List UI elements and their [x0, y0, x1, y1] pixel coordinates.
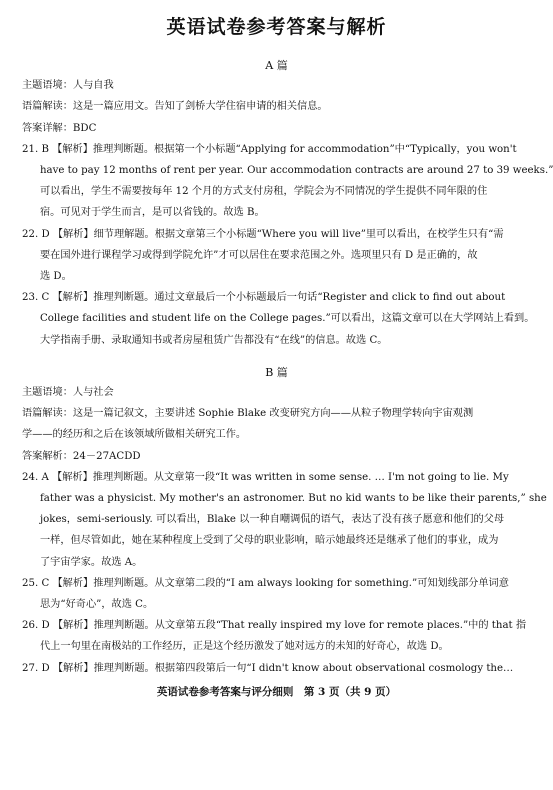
q21-line: 宿。可见对于学生而言，是可以省钱的。故选 B。	[40, 207, 265, 219]
section-b-answers: 答案解析：24－27ACDD	[22, 450, 141, 462]
section-a-heading: A 篇	[265, 59, 288, 72]
q22-line: 22. D 【解析】细节理解题。根据文章第三个小标题“Where you will live”里可以看出，在校学生只有“需	[22, 228, 504, 240]
q26-line: 26. D 【解析】推理判断题。从文章第五段“That really inspired my love for remote places.”中的 that 指	[22, 620, 527, 632]
q24-line: 一样，但尽管如此，她在某种程度上受到了父母的职业影响，暗示她最终还是继承了他们的事业，成为	[40, 535, 499, 547]
q21-line: have to pay 12 months of rent per year. Our accommodation contracts are around 27 to 39 weeks.”	[40, 165, 553, 176]
q25-line: 25. C 【解析】推理判断题。从文章第二段的“I am always looking for something.”可知划线部分单词意	[22, 577, 509, 589]
section-a-summary: 语篇解读：这是一篇应用文。告知了剑桥大学住宿申请的相关信息。	[22, 101, 328, 113]
q27-line: 27. D 【解析】推理判断题。根据第四段第后一句“I didn't know about observational cosmology the…	[22, 662, 514, 674]
q26-line: 代上一句里在南极站的工作经历，正是这个经历激发了她对远方的未知的好奇心，故选 D。	[40, 641, 449, 653]
q23-line: 大学指南手册、录取通知书或者房屋租赁广告都没有“在线”的信息。故选 C。	[40, 334, 388, 346]
q22-line: 选 D。	[40, 271, 72, 282]
q23-line: College facilities and student life on the College pages.”可以看出，这篇文章可以在大学网站上看到。	[40, 313, 535, 325]
page-title: 英语试卷参考答案与解析	[166, 16, 387, 38]
section-b-summary: 语篇解读：这是一篇记叙文，主要讲述 Sophie Blake 改变研究方向——从粒子物理学转向宇宙观测	[22, 408, 474, 420]
q21-line: 可以看出，学生不需要按每年 12 个月的方式支付房租，学院会为不同情况的学生提供不同年限的住	[40, 186, 488, 198]
section-a-answers: 答案详解：BDC	[22, 122, 97, 134]
section-b-heading: B 篇	[265, 365, 288, 379]
q25-line: 思为“好奇心”，故选 C。	[40, 599, 154, 610]
section-b-summary: 学——的经历和之后在该领域所做相关研究工作。	[22, 429, 247, 441]
q22-line: 要在国外进行课程学习或得到学院允许”才可以居住在要求范围之外。选项里只有 D 是正确的，故	[40, 249, 478, 261]
q21-line: 21. B 【解析】推理判断题。根据第一个小标题“Applying for accommodation”中“Typically，you won't	[22, 143, 517, 155]
q23-line: 23. C 【解析】推理判断题。通过文章最后一个小标题最后一句话“Register and click to find out about	[22, 292, 506, 304]
q24-line: father was a physicist. My mother's an astronomer. But no kid wants to be like their parents,” she	[40, 493, 547, 504]
section-b-theme: 主题语境：人与社会	[22, 387, 114, 398]
q24-line: 了宇宙学家。故选 A。	[40, 556, 143, 568]
page-footer: 英语试卷参考答案与评分细则 第 3 页（共 9 页）	[156, 685, 397, 698]
q24-line: 24. A 【解析】推理判断题。从文章第一段“It was written in some sense. … I'm not going to lie. My	[22, 471, 509, 483]
q24-line: jokes，semi-seriously. 可以看出，Blake 以一种自嘲调侃的语气，表达了没有孩子愿意和他们的父母	[40, 514, 505, 526]
section-a-theme: 主题语境：人与自我	[22, 80, 114, 92]
